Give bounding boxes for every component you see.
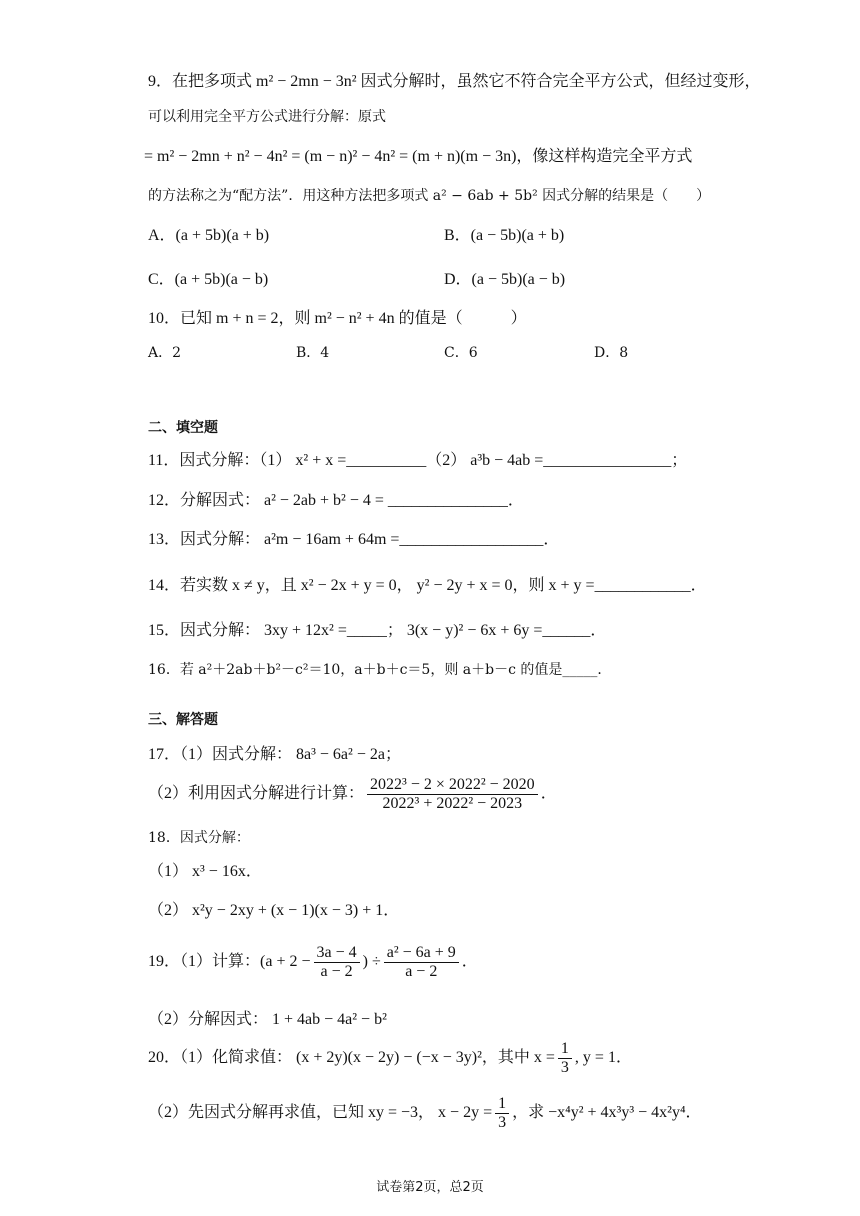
q19-fraction2-num: a² − 6a + 9: [384, 944, 459, 963]
q19-suffix: ．: [461, 953, 478, 971]
q10-stem: 10．已知 m + n = 2，则 m² − n² + 4n 的值是（ ）: [148, 310, 527, 327]
q19-fraction2: [384, 944, 459, 981]
section-heading-fill-in: 二、填空题: [148, 420, 218, 436]
q17-part1: 17．（1）因式分解： 8a³ − 6a² − 2a；: [148, 746, 401, 763]
q18-part2: （2） x²y − 2xy + (x − 1)(x − 3) + 1．: [148, 902, 400, 919]
q17-part2-prefix: （2）利用因式分解进行计算：: [148, 785, 365, 803]
q19-part1: [148, 944, 478, 981]
q15: 15．因式分解： 3xy + 12x² =_____； 3(x − y)² − 6x + 6y =______．: [148, 622, 607, 639]
q20-part2-prefix: （2）先因式分解再求值，已知 xy = −3， x − 2y =: [148, 1104, 493, 1122]
q18-part1: （1） x³ − 16x．: [148, 863, 262, 880]
q10-option-d: D．8: [594, 345, 629, 361]
page-footer: 试卷第2页，总2页: [376, 1180, 484, 1195]
q19-mid: ) ÷: [362, 953, 381, 971]
q17-denominator: 2022³ + 2022² − 2023: [382, 795, 523, 812]
q20-part1: [148, 1040, 632, 1077]
q20-fraction2-den: 3: [498, 1114, 507, 1131]
q19-fraction1: [314, 944, 360, 981]
q19-fraction1-num: 3a − 4: [314, 944, 360, 963]
q11: 11．因式分解：（1） x² + x =__________（2） a³b − 4ab =________________；: [148, 452, 688, 469]
section-heading-solve: 三、解答题: [148, 712, 218, 728]
q10-option-a: A．2: [148, 345, 182, 361]
q20-part1-suffix: , y = 1．: [574, 1049, 632, 1067]
q20-part1-prefix: 20．（1）化简求值： (x + 2y)(x − 2y) − (−x − 3y)²，其中 x =: [148, 1049, 555, 1067]
q19-open: (a + 2 −: [260, 953, 311, 971]
q17-part2-suffix: ．: [540, 785, 557, 803]
q20-fraction1-num: 1: [558, 1040, 572, 1059]
q20-part2-suffix: ，求 −x⁴y² + 4x³y³ − 4x²y⁴．: [512, 1104, 702, 1122]
q9-option-a: A．(a + 5b)(a + b): [148, 227, 270, 244]
q20-part2: [148, 1095, 702, 1132]
q13: 13．因式分解： a²m − 16am + 64m =__________________．: [148, 531, 560, 548]
q20-fraction1: [558, 1040, 572, 1077]
q10-option-b: B．4: [296, 345, 330, 361]
q17-numerator: 2022³ − 2 × 2022² − 2020: [367, 776, 538, 795]
q19-part1-prefix: 19．（1）计算：: [148, 953, 261, 971]
q9-line3: = m² − 2mn + n² − 4n² = (m − n)² − 4n² = (m + n)(m − 3n)，像这样构造完全平方式: [144, 148, 693, 165]
q14: 14．若实数 x ≠ y，且 x² − 2x + y = 0， y² − 2y + x = 0，则 x + y =____________．: [148, 577, 707, 594]
q20-fraction2-num: 1: [495, 1095, 509, 1114]
q12: 12．分解因式： a² − 2ab + b² − 4 = _______________．: [148, 492, 524, 509]
q18-title: 18．因式分解：: [148, 830, 250, 846]
q16: 16．若 a²＋2ab＋b²－c²＝10，a＋b＋c＝5，则 a＋b－c 的值是_____．: [148, 662, 612, 678]
q17-part2: [148, 776, 557, 813]
q17-fraction: [367, 776, 538, 813]
q20-fraction2: [495, 1095, 509, 1132]
q20-fraction1-den: 3: [560, 1059, 569, 1076]
q9-option-b: B．(a − 5b)(a + b): [444, 227, 565, 244]
q19-fraction1-den: a − 2: [320, 963, 353, 980]
q9-line4: 的方法称之为“配方法”．用这种方法把多项式 a² − 6ab + 5b² 因式分解的结果是（ ）: [148, 188, 711, 204]
q19-fraction2-den: a − 2: [405, 963, 438, 980]
q9-option-d: D．(a − 5b)(a − b): [444, 271, 566, 288]
q19-part2: （2）分解因式： 1 + 4ab − 4a² − b²: [148, 1011, 387, 1028]
q10-option-c: C．6: [444, 345, 478, 361]
q9-line2: 可以利用完全平方公式进行分解：原式: [148, 109, 386, 125]
q9-option-c: C．(a + 5b)(a − b): [148, 271, 269, 288]
q9-line1: 9．在把多项式 m² − 2mn − 3n² 因式分解时，虽然它不符合完全平方公式，但经过变形，: [148, 73, 761, 90]
